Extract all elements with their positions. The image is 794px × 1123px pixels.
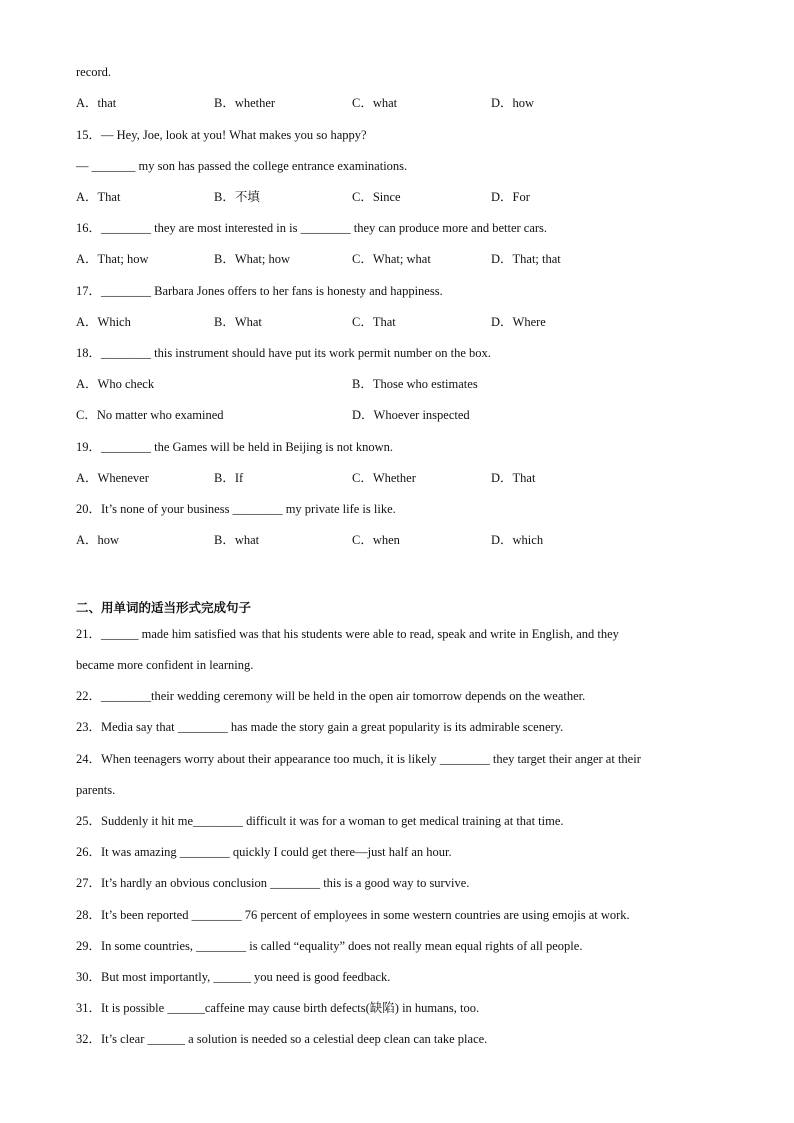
q29-stem: 29．In some countries, ________ is called “equality” does not really mean equal rights of all people.	[76, 939, 583, 953]
q18-option-a: A．Who check	[76, 377, 155, 391]
q16-option-d: D．That; that	[491, 252, 561, 266]
q14-option-d: D．how	[491, 96, 535, 110]
q20-stem: 20．It’s none of your business ________ my private life is like.	[76, 502, 396, 516]
q20-option-c: C．when	[352, 533, 400, 547]
q31-stem: 31．It is possible ______caffeine may cause birth defects(缺陷) in humans, too.	[76, 1001, 480, 1015]
q20-option-b: B．what	[214, 533, 260, 547]
q23-stem: 23．Media say that ________ has made the story gain a great popularity is its admirable scenery.	[76, 720, 564, 734]
q24-line-2: parents.	[76, 783, 116, 797]
q16-option-a: A．That; how	[76, 252, 149, 266]
q18-stem: 18．________ this instrument should have put its work permit number on the box.	[76, 346, 491, 360]
section-2-title: 二、用单词的适当形式完成句子	[76, 600, 252, 615]
q16-stem: 16．________ they are most interested in is ________ they can produce more and better cars.	[76, 221, 548, 235]
q15-option-d: D．For	[491, 190, 530, 204]
q18-option-b: B．Those who estimates	[352, 377, 478, 391]
q15-option-c: C．Since	[352, 190, 401, 204]
q14-option-a: A．that	[76, 96, 117, 110]
q25-stem: 25．Suddenly it hit me________ difficult it was for a woman to get medical training at that time.	[76, 814, 564, 828]
q19-stem: 19．________ the Games will be held in Beijing is not known.	[76, 440, 393, 454]
q22-stem: 22．________their wedding ceremony will be held in the open air tomorrow depends on the weather.	[76, 689, 586, 703]
q17-option-d: D．Where	[491, 315, 546, 329]
q14-option-c: C．what	[352, 96, 398, 110]
q30-stem: 30．But most importantly, ______ you need is good feedback.	[76, 970, 391, 984]
q24-line-1: 24．When teenagers worry about their appearance too much, it is likely ________ they target their anger at their	[76, 752, 641, 766]
q19-option-c: C．Whether	[352, 471, 416, 485]
q17-option-b: B．What	[214, 315, 262, 329]
q26-stem: 26．It was amazing ________ quickly I could get there—just half an hour.	[76, 845, 452, 859]
q16-option-b: B．What; how	[214, 252, 291, 266]
q19-option-b: B．If	[214, 471, 244, 485]
q16-option-c: C．What; what	[352, 252, 431, 266]
q14-tail: record.	[76, 65, 112, 79]
q21-line-1: 21．______ made him satisfied was that his students were able to read, speak and write in English, and they	[76, 627, 619, 641]
q21-line-2: became more confident in learning.	[76, 658, 254, 672]
q28-stem: 28．It’s been reported ________ 76 percent of employees in some western countries are using emojis at work.	[76, 908, 630, 922]
q15-option-a: A．That	[76, 190, 121, 204]
q20-option-a: A．how	[76, 533, 120, 547]
q15-option-b: B．不填	[214, 190, 260, 204]
q32-stem: 32．It’s clear ______ a solution is needed so a celestial deep clean can take place.	[76, 1032, 488, 1046]
q18-option-c: C．No matter who examined	[76, 408, 224, 422]
q17-option-a: A．Which	[76, 315, 131, 329]
q15-stem: 15．— Hey, Joe, look at you! What makes you so happy?	[76, 128, 367, 142]
q17-stem: 17．________ Barbara Jones offers to her fans is honesty and happiness.	[76, 284, 443, 298]
q15-reply: — _______ my son has passed the college entrance examinations.	[76, 159, 408, 173]
q27-stem: 27．It’s hardly an obvious conclusion ________ this is a good way to survive.	[76, 876, 470, 890]
q14-option-b: B．whether	[214, 96, 276, 110]
q18-option-d: D．Whoever inspected	[352, 408, 470, 422]
q17-option-c: C．That	[352, 315, 396, 329]
q20-option-d: D．which	[491, 533, 544, 547]
q19-option-a: A．Whenever	[76, 471, 149, 485]
q19-option-d: D．That	[491, 471, 536, 485]
